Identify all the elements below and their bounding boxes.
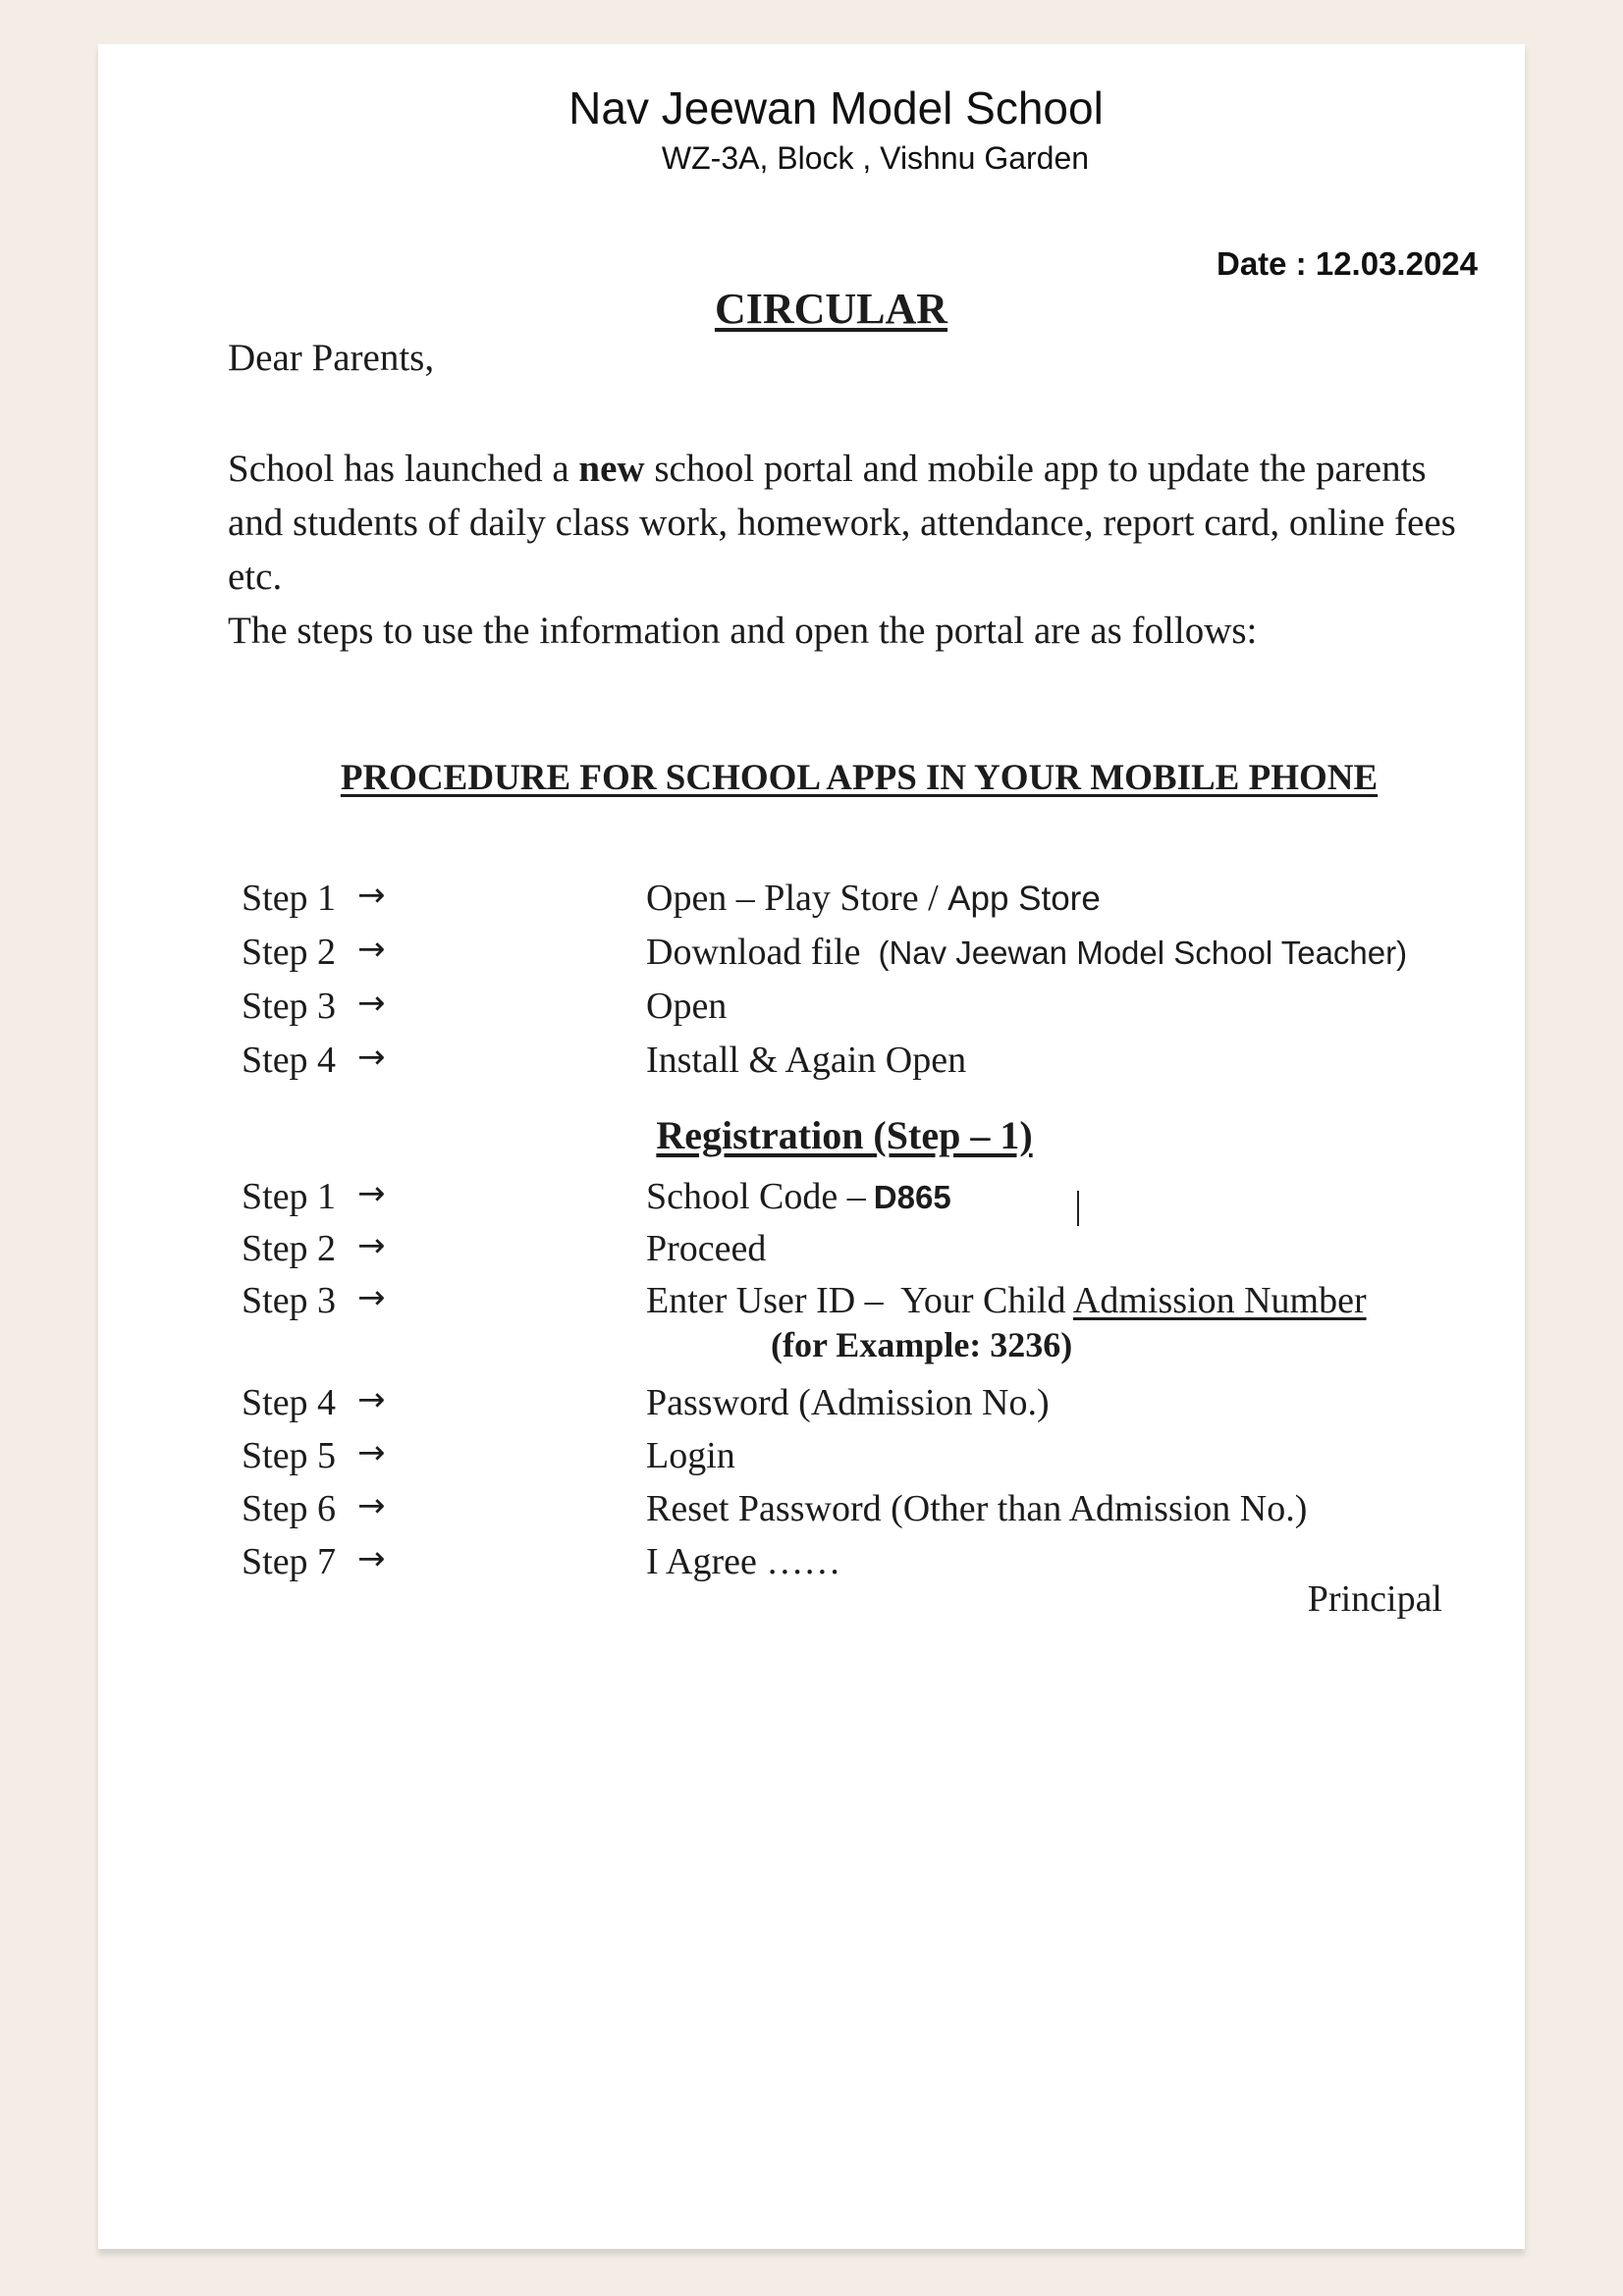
circular-body bbox=[228, 442, 1465, 658]
arrow-right-icon: → bbox=[357, 1174, 386, 1213]
body-paragraph-intro bbox=[228, 442, 1465, 604]
step-label: Step 4 bbox=[242, 1040, 337, 1081]
circular-date: Date : 12.03.2024 bbox=[1216, 245, 1478, 282]
step-text: Install & Again Open bbox=[646, 1040, 967, 1081]
step-text: Proceed bbox=[646, 1228, 767, 1269]
step-label: Step 3 bbox=[242, 1280, 337, 1321]
step-text: Login bbox=[646, 1435, 735, 1476]
arrow-right-icon: → bbox=[357, 1380, 386, 1419]
step-text bbox=[646, 931, 1407, 974]
school-code-value: D865 bbox=[873, 1179, 951, 1215]
step-label: Step 5 bbox=[242, 1435, 337, 1476]
step-text: Reset Password (Other than Admission No.) bbox=[646, 1488, 1308, 1529]
step-label: Step 7 bbox=[242, 1541, 337, 1582]
step-text-extra: App Store bbox=[947, 880, 1101, 918]
step-text-main: Enter User ID – Your Child bbox=[646, 1280, 1073, 1321]
procedure-title: PROCEDURE FOR SCHOOL APPS IN YOUR MOBILE PHONE bbox=[340, 758, 1379, 798]
body-emphasis: new bbox=[578, 448, 645, 490]
text-cursor bbox=[1077, 1191, 1079, 1226]
arrow-right-icon: → bbox=[357, 984, 386, 1023]
step-text bbox=[646, 1279, 1367, 1322]
step-text-main: School Code – bbox=[646, 1176, 866, 1217]
step-label: Step 1 bbox=[242, 878, 337, 919]
step-text-main: Open – Play Store / bbox=[646, 878, 948, 919]
step-label: Step 6 bbox=[242, 1488, 337, 1529]
step-text-extra: (Nav Jeewan Model School Teacher) bbox=[878, 934, 1408, 971]
circular-title: CIRCULAR bbox=[714, 285, 948, 333]
school-name: Nav Jeewan Model School bbox=[568, 82, 1104, 133]
step-text-main: Download file bbox=[646, 932, 861, 973]
step-label: Step 4 bbox=[242, 1382, 337, 1423]
arrow-right-icon: → bbox=[357, 1038, 386, 1077]
school-address: WZ-3A, Block , Vishnu Garden bbox=[661, 140, 1090, 176]
arrow-right-icon: → bbox=[357, 1278, 386, 1317]
step-text: Open bbox=[646, 986, 728, 1027]
admission-number-text: Admission Number bbox=[1072, 1280, 1367, 1321]
step-text: I Agree …… bbox=[646, 1541, 841, 1582]
principal-signature: Principal bbox=[1307, 1578, 1442, 1620]
registration-title: Registration (Step – 1) bbox=[656, 1113, 1033, 1157]
arrow-right-icon: → bbox=[357, 876, 386, 915]
step-label: Step 2 bbox=[242, 1228, 337, 1269]
arrow-right-icon: → bbox=[357, 930, 386, 969]
salutation: Dear Parents, bbox=[228, 337, 435, 379]
arrow-right-icon: → bbox=[357, 1226, 386, 1265]
arrow-right-icon: → bbox=[357, 1433, 386, 1472]
arrow-right-icon: → bbox=[357, 1486, 386, 1525]
step-label: Step 1 bbox=[242, 1176, 337, 1217]
body-text-part: School has launched a bbox=[228, 448, 579, 490]
step-label: Step 2 bbox=[242, 932, 337, 973]
step-text bbox=[646, 1175, 951, 1218]
step-label: Step 3 bbox=[242, 986, 337, 1027]
step-text: Password (Admission No.) bbox=[646, 1382, 1050, 1423]
step-text bbox=[646, 877, 1101, 920]
example-note: (for Example: 3236) bbox=[771, 1325, 1073, 1364]
body-paragraph-steps: The steps to use the information and open the portal are as follows: bbox=[228, 610, 1258, 652]
body-text-part: school portal and mobile app to update the parents and students of daily class work, homework, attendance, report card, online fees etc. bbox=[228, 448, 1456, 598]
circular-page bbox=[98, 44, 1525, 2249]
arrow-right-icon: → bbox=[357, 1539, 386, 1578]
